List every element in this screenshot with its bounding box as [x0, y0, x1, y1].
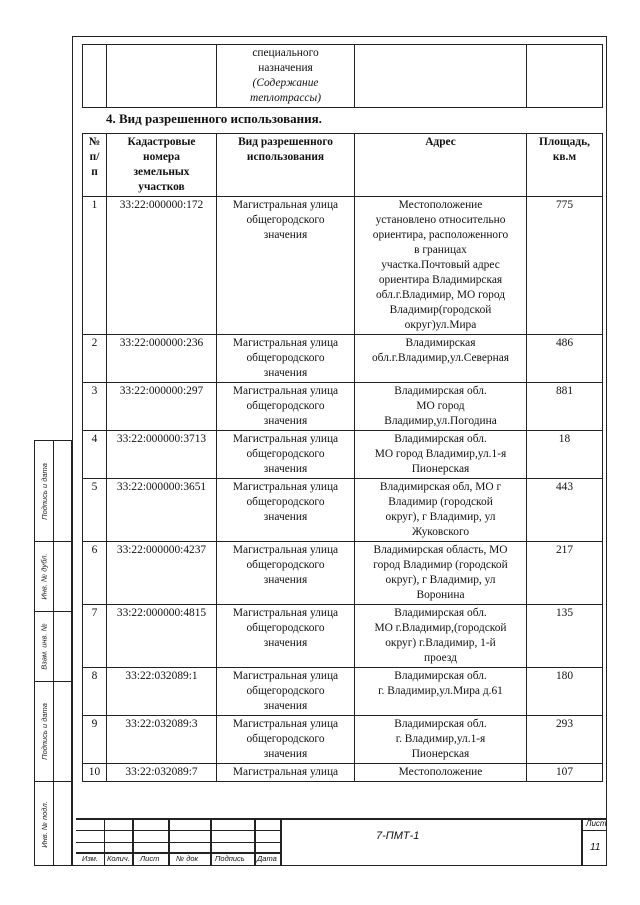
table-row [83, 383, 603, 431]
cell-cadastral: 33:22:000000:4815 [107, 605, 217, 668]
cell-area: 443 [527, 479, 603, 542]
usage-note-line: (Содержание [252, 77, 319, 89]
cell-address: Владимирская обл, МО г Владимир (городской округ), г Владимир, ул Жуковского [355, 479, 527, 542]
cell-usage: Магистральная улица общегородского значения [217, 335, 355, 383]
cell-empty [83, 45, 107, 108]
label-signature: Подпись [215, 854, 245, 863]
cell-area: 293 [527, 716, 603, 764]
header-num: № п/ п [83, 134, 107, 197]
cell-usage: Магистральная улица общегородского значения [217, 542, 355, 605]
continuation-table [82, 44, 603, 108]
sheet-number: 11 [590, 842, 601, 853]
table-row [83, 479, 603, 542]
stamp-label-vzam-inv: Взам. инв. № [39, 622, 49, 670]
cell-cadastral: 33:22:000000:236 [107, 335, 217, 383]
cell-num: 6 [83, 542, 107, 605]
cell-address: Местоположение [355, 764, 527, 782]
cell-cadastral: 33:22:032089:1 [107, 668, 217, 716]
cell-cadastral: 33:22:032089:3 [107, 716, 217, 764]
cell-usage-continued [217, 45, 355, 108]
document-code: 7-ПМТ-1 [376, 830, 420, 842]
cell-usage: Магистральная улица общегородского значения [217, 431, 355, 479]
cell-empty [527, 45, 603, 108]
usage-line: специального [252, 47, 319, 59]
cell-usage: Магистральная улица общегородского значения [217, 479, 355, 542]
usage-line: назначения [258, 62, 313, 74]
stamp-label-signature-date: Подпись и дата [39, 462, 49, 520]
cell-usage: Магистральная улица [217, 764, 355, 782]
cell-num: 3 [83, 383, 107, 431]
cell-area: 18 [527, 431, 603, 479]
usage-table [82, 133, 603, 782]
table-row [83, 197, 603, 335]
stamp-label-signature-date-2: Подпись и дата [39, 702, 49, 760]
cell-cadastral: 33:22:000000:4237 [107, 542, 217, 605]
cell-area: 486 [527, 335, 603, 383]
cell-area: 217 [527, 542, 603, 605]
header-address: Адрес [355, 134, 527, 197]
cell-area: 180 [527, 668, 603, 716]
stamp-label-inv-dubl: Инв. № дубл. [39, 552, 49, 600]
cell-address: Владимирская обл. МО город Владимир,ул.1-я Пионерская [355, 431, 527, 479]
stamp-divider [53, 441, 54, 865]
table-row [83, 335, 603, 383]
cell-num: 5 [83, 479, 107, 542]
cell-area: 135 [527, 605, 603, 668]
cell-usage: Магистральная улица общегородского значения [217, 668, 355, 716]
title-block [76, 818, 607, 866]
label-date: Дата [257, 854, 277, 863]
cell-usage: Магистральная улица общегородского значения [217, 383, 355, 431]
cell-num: 7 [83, 605, 107, 668]
cell-address: Владимирская обл.г.Владимир,ул.Северная [355, 335, 527, 383]
cell-area: 881 [527, 383, 603, 431]
section-title: 4. Вид разрешенного использования. [106, 111, 322, 126]
label-kolich: Колич. [107, 854, 130, 863]
usage-note-line: теплотрассы) [249, 92, 321, 104]
cell-empty [107, 45, 217, 108]
table-row [83, 542, 603, 605]
cell-cadastral: 33:22:000000:3651 [107, 479, 217, 542]
header-usage: Вид разрешенного использования [217, 134, 355, 197]
cell-usage: Магистральная улица общегородского значения [217, 716, 355, 764]
cell-num: 1 [83, 197, 107, 335]
cell-cadastral: 33:22:032089:7 [107, 764, 217, 782]
table-header-row [83, 134, 603, 197]
cell-num: 9 [83, 716, 107, 764]
cell-address: Владимирская обл. г. Владимир,ул.Мира д.61 [355, 668, 527, 716]
header-area: Площадь, кв.м [527, 134, 603, 197]
cell-cadastral: 33:22:000000:297 [107, 383, 217, 431]
cell-usage: Магистральная улица общегородского значения [217, 605, 355, 668]
cell-cadastral: 33:22:000000:172 [107, 197, 217, 335]
cell-num: 10 [83, 764, 107, 782]
label-list: Лист [140, 854, 160, 863]
header-cadastral: Кадастровые номера земельных участков [107, 134, 217, 197]
cell-empty [355, 45, 527, 108]
cell-num: 8 [83, 668, 107, 716]
table-row [83, 431, 603, 479]
cell-area: 775 [527, 197, 603, 335]
cell-address: Владимирская обл. МО г.Владимир,(городской округ) г.Владимир, 1-й проезд [355, 605, 527, 668]
cell-cadastral: 33:22:000000:3713 [107, 431, 217, 479]
stamp-label-inv-podl: Инв. № подл. [39, 800, 49, 848]
cell-address: Владимирская область, МО город Владимир (городской округ), г Владимир, ул Воронина [355, 542, 527, 605]
cell-address: Владимирская обл. г. Владимир,ул.1-я Пионерская [355, 716, 527, 764]
table-row [83, 605, 603, 668]
cell-num: 2 [83, 335, 107, 383]
table-row [83, 764, 603, 782]
label-izm: Изм. [82, 854, 98, 863]
cell-usage: Магистральная улица общегородского значения [217, 197, 355, 335]
cell-address: Местоположение установлено относительно ориентира, расположенного в границах участка.Почтовый адрес ориентира Владимирская обл.г.Владимир, МО город Владимир(городской округ)ул.Мира [355, 197, 527, 335]
cell-area: 107 [527, 764, 603, 782]
sheet-label: Лист [586, 819, 607, 828]
cell-address: Владимирская обл. МО город Владимир,ул.Погодина [355, 383, 527, 431]
table-row [83, 668, 603, 716]
label-doc-num: № док [176, 854, 199, 863]
table-row [83, 716, 603, 764]
cell-num: 4 [83, 431, 107, 479]
table-body [83, 197, 603, 782]
left-stamp-strip [34, 440, 72, 866]
